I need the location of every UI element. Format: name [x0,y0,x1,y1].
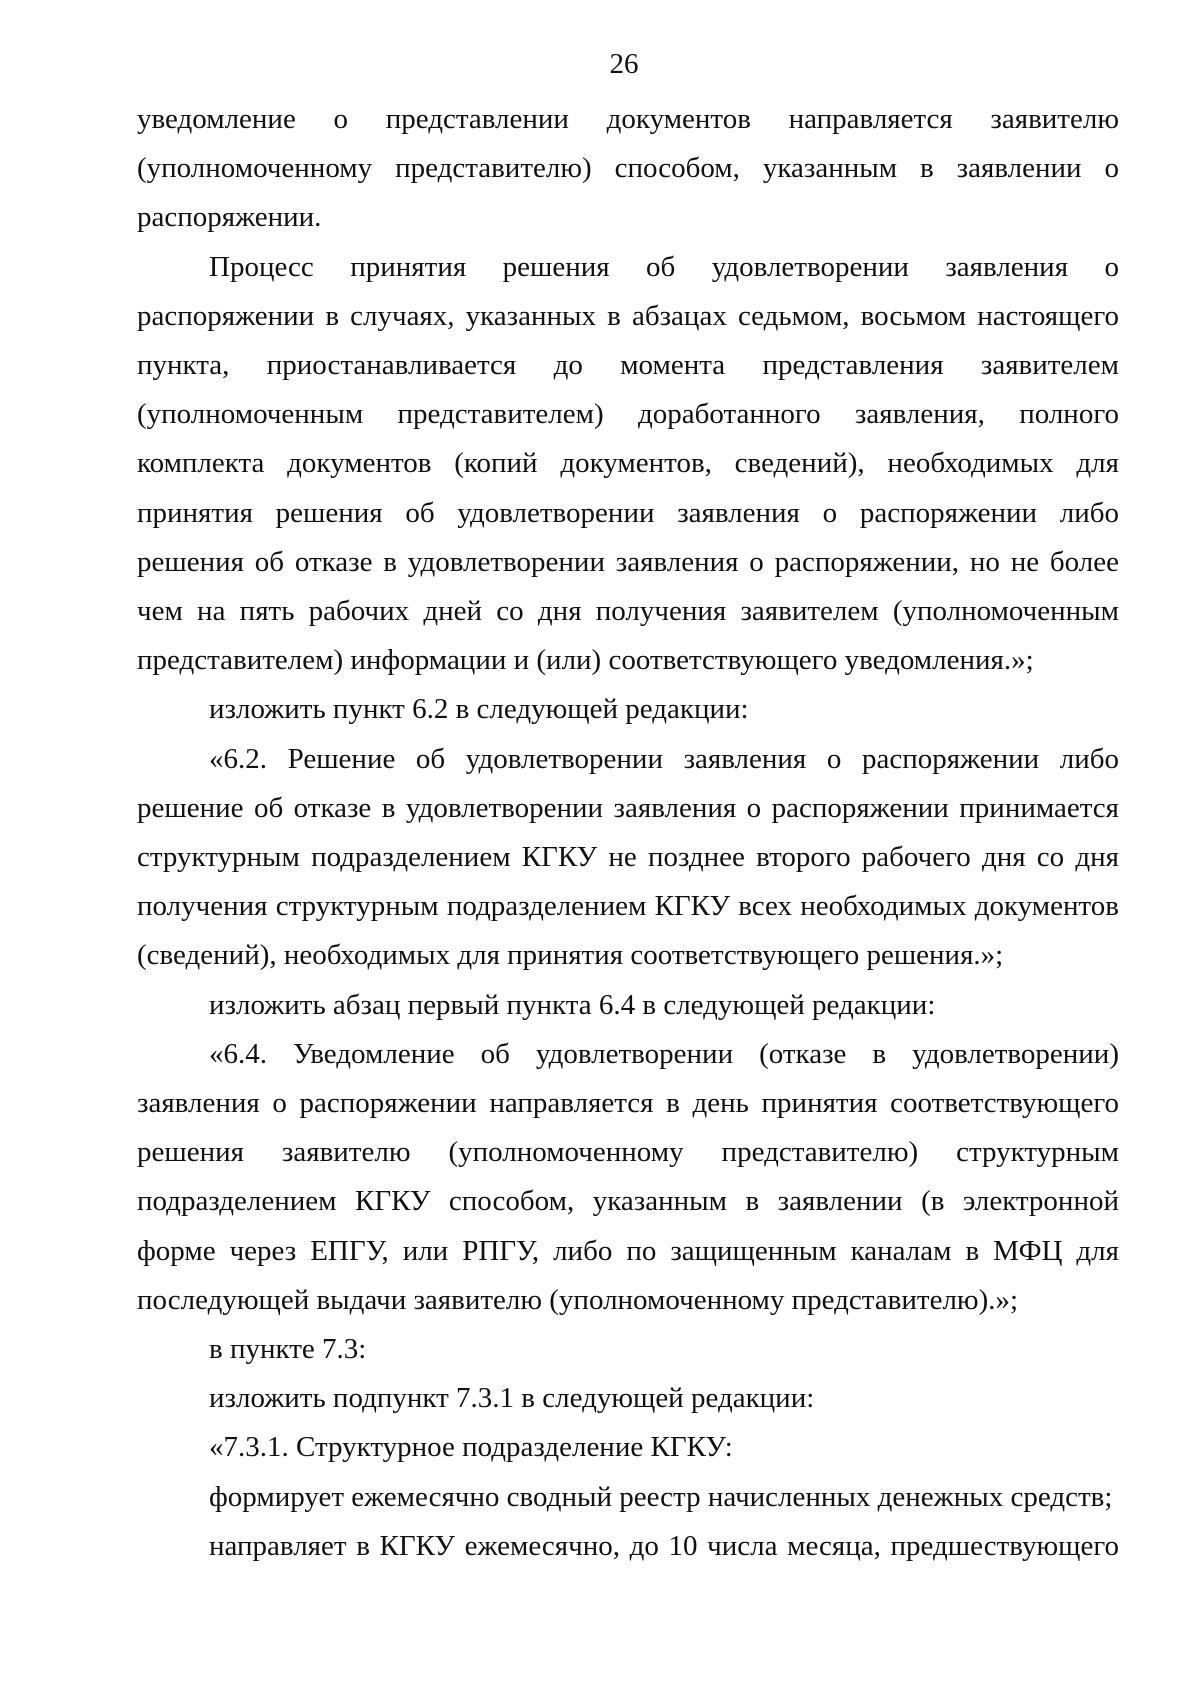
document-body [137,95,1119,1571]
paragraph-point-7-3: в пункте 7.3: [209,1333,367,1366]
paragraph-clause-7-3-1: «7.3.1. Структурное подразделение КГКУ: [209,1431,733,1464]
paragraph-clause-6-4: «6.4. Уведомление об удовлетворении (отказе в удовлетворении) заявления о распоряжении направляется в день принятия соответствующего решения заявителю (уполномоченному представителю) структурным подразделением КГКУ способом, указанным в заявлении (в электронной форме через ЕПГУ, или РПГУ, либо по защищенным каналам в МФЦ для последующей выдачи заявителю (уполномоченному представителю).»; [137,1037,1119,1316]
paragraph-clause-6-2: «6.2. Решение об удовлетворении заявления о распоряжении либо решение об отказе в удовлетворении заявления о распоряжении принимается структурным подразделением КГКУ не позднее второго рабочего дня со дня получения структурным подразделением КГКУ всех необходимых документов (сведений), необходимых для принятия соответствующего решения.»; [137,742,1119,972]
paragraph-amend-6-2: изложить пункт 6.2 в следующей редакции: [209,693,749,726]
paragraph-sends-monthly: направляет в КГКУ ежемесячно, до 10 числа месяца, предшествующего [209,1529,1119,1562]
paragraph-amend-6-4: изложить абзац первый пункта 6.4 в следующей редакции: [209,988,936,1021]
paragraph-process-suspension: Процесс принятия решения об удовлетворении заявления о распоряжении в случаях, указанных в абзацах седьмом, восьмом настоящего пункта, приостанавливается до момента представления заявителем (уполномоченным представителем) доработанного заявления, полного комплекта документов (копий документов, сведений), необходимых для принятия решения об удовлетворении заявления о распоряжении либо решения об отказе в удовлетворении заявления о распоряжении, но не более чем на пять рабочих дней со дня получения заявителем (уполномоченным представителем) информации и (или) соответствующего уведомления.»; [137,250,1119,677]
paragraph-continuation: уведомление о представлении документов направляется заявителю (уполномоченному представителю) способом, указанным в заявлении о распоряжении. [137,103,1119,234]
paragraph-amend-7-3-1: изложить подпункт 7.3.1 в следующей редакции: [209,1382,815,1415]
page-number: 26 [609,48,639,80]
paragraph-forms-registry: формирует ежемесячно сводный реестр начисленных денежных средств; [209,1480,1113,1513]
